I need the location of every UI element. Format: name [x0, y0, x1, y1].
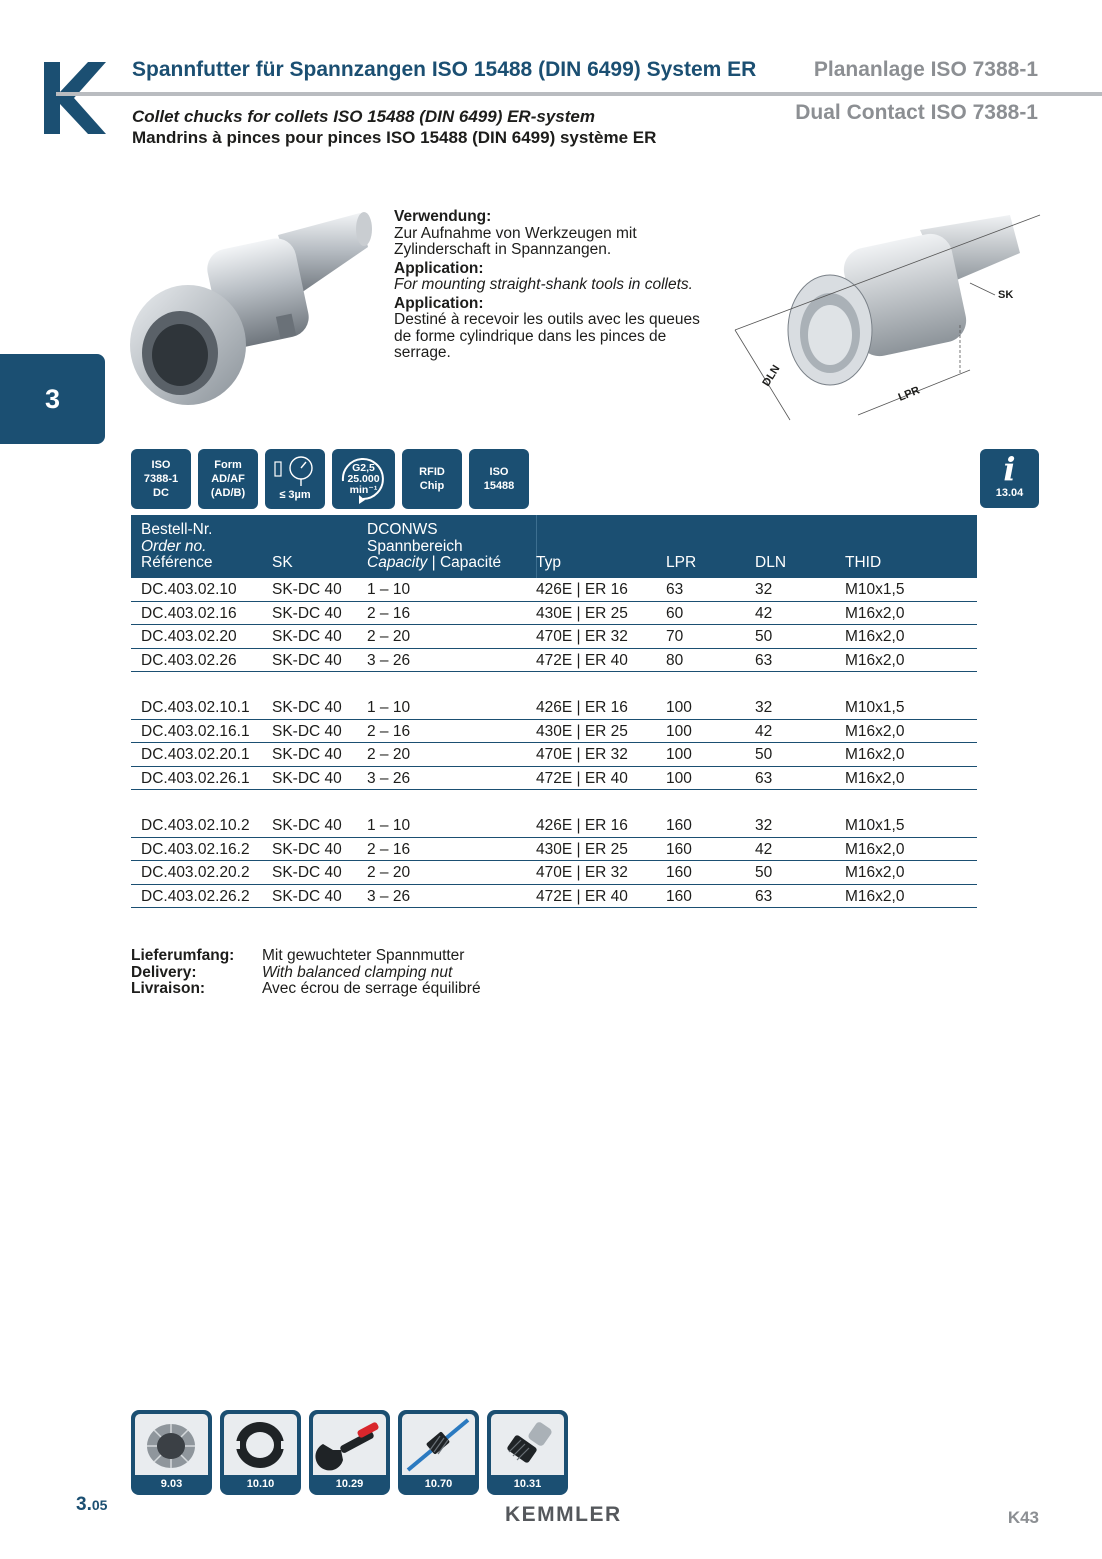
cell-lpr: 160 — [666, 840, 692, 858]
header-order-de: Bestell-Nr. — [141, 521, 213, 538]
cell-typ: 472E | ER 40 — [536, 769, 628, 787]
cell-lpr: 60 — [666, 604, 684, 622]
accessory-stop-screw[interactable] — [398, 1410, 479, 1495]
cell-sk: SK-DC 40 — [272, 698, 342, 716]
badge-runout[interactable] — [265, 449, 325, 509]
badge-balance-line3: min⁻¹ — [349, 483, 378, 496]
header-sk: SK — [272, 554, 293, 571]
dial-gauge-icon — [269, 456, 321, 488]
info-badge[interactable] — [980, 449, 1039, 508]
cell-dln: 42 — [755, 604, 773, 622]
badge-iso7388-line1: ISO — [151, 459, 171, 471]
cell-dln: 50 — [755, 864, 773, 882]
cell-thid: M10x1,5 — [845, 698, 905, 716]
cell-typ: 470E | ER 32 — [536, 628, 628, 646]
delivery-label-de: Lieferumfang: — [131, 947, 235, 964]
cell-thid: M16x2,0 — [845, 769, 905, 787]
cell-lpr: 70 — [666, 628, 684, 646]
accessory-pull-stud-ref: 10.31 — [513, 1478, 542, 1490]
cell-sk: SK-DC 40 — [272, 722, 342, 740]
usage-section — [394, 209, 714, 364]
cell-dln: 42 — [755, 840, 773, 858]
accessory-collet[interactable] — [131, 1410, 212, 1495]
badge-iso7388-line3: DC — [153, 487, 169, 499]
header-dln: DLN — [755, 554, 787, 571]
clamping-nut-icon — [224, 1414, 297, 1475]
kemmler-logo-icon — [44, 62, 106, 134]
cell-range: 1 – 10 — [367, 698, 411, 716]
feature-badges — [131, 449, 529, 509]
cell-lpr: 160 — [666, 887, 692, 905]
delivery-text-de: Mit gewuchteter Spannmutter — [262, 947, 465, 964]
badge-balance-line2: 25.000 — [347, 472, 380, 485]
cell-lpr: 80 — [666, 651, 684, 669]
accessory-collet-ref: 9.03 — [160, 1478, 183, 1490]
cell-typ: 470E | ER 32 — [536, 864, 628, 882]
badge-form-line1: Form — [214, 459, 242, 471]
usage-heading-en: Application: — [394, 259, 484, 277]
accessory-clamping-nut[interactable] — [220, 1410, 301, 1495]
badge-iso15488-line1: ISO — [489, 466, 509, 478]
cell-order: DC.403.02.26.2 — [141, 887, 250, 905]
header-capacity — [367, 522, 501, 572]
title-english: Collet chucks for collets ISO 15488 (DIN 6499) ER-system — [132, 107, 595, 126]
table-row — [131, 649, 977, 673]
badge-form[interactable] — [198, 449, 258, 509]
product-photo — [128, 205, 383, 410]
badge-iso15488-line2: 15488 — [483, 480, 515, 492]
cell-dln: 32 — [755, 698, 773, 716]
cell-typ: 472E | ER 40 — [536, 887, 628, 905]
header-thid: THID — [845, 554, 882, 571]
cell-order: DC.403.02.10.1 — [141, 698, 250, 716]
accessory-wrench[interactable] — [309, 1410, 390, 1495]
page-number — [76, 1494, 107, 1516]
cell-order: DC.403.02.10 — [141, 581, 237, 598]
cell-sk: SK-DC 40 — [272, 581, 342, 598]
cell-sk: SK-DC 40 — [272, 840, 342, 858]
cell-thid: M16x2,0 — [845, 722, 905, 740]
header-capacity-fr: Capacité — [439, 554, 502, 571]
table-row — [131, 625, 977, 649]
cell-range: 2 – 20 — [367, 864, 411, 882]
cell-typ: 426E | ER 16 — [536, 581, 628, 598]
badge-form-line2: AD/AF — [211, 473, 245, 485]
cell-lpr: 100 — [666, 722, 692, 740]
cell-typ: 426E | ER 16 — [536, 816, 628, 834]
product-table-body — [131, 578, 977, 908]
info-icon: i — [1003, 450, 1016, 488]
cell-range: 2 – 16 — [367, 840, 411, 858]
header-rule — [56, 92, 1102, 96]
badge-balance-line1: G2,5 — [352, 461, 375, 474]
table-row — [131, 861, 977, 885]
badge-iso15488[interactable] — [469, 449, 529, 509]
cell-dln: 32 — [755, 816, 773, 834]
cell-dln: 63 — [755, 651, 773, 669]
cell-order: DC.403.02.26.1 — [141, 769, 250, 787]
usage-heading-fr: Application: — [394, 294, 484, 312]
header-order-en: Order no. — [141, 537, 207, 555]
drawing-label-lpr: LPR — [896, 384, 922, 404]
page-number-sub: 05 — [91, 1497, 108, 1513]
wrench-icon — [313, 1414, 386, 1475]
table-row — [131, 578, 977, 602]
cell-order: DC.403.02.16 — [141, 604, 237, 622]
badge-rfid-line1: RFID — [419, 466, 445, 478]
accessory-clamping-nut-ref: 10.10 — [246, 1478, 275, 1490]
title-right-english: Dual Contact ISO 7388-1 — [795, 101, 1038, 124]
page-code: K43 — [1007, 1508, 1039, 1527]
badge-balance[interactable] — [332, 449, 395, 509]
title-french: Mandrins à pinces pour pinces ISO 15488 (DIN 6499) système ER — [132, 128, 657, 147]
drawing-label-dln: DLN — [760, 363, 783, 389]
badge-form-line3: (AD/B) — [210, 487, 246, 499]
pull-stud-icon — [491, 1414, 564, 1475]
cell-typ: 430E | ER 25 — [536, 840, 628, 858]
cell-range: 3 – 26 — [367, 651, 411, 669]
header-order — [141, 522, 213, 572]
cell-sk: SK-DC 40 — [272, 864, 342, 882]
header-dconws: DCONWS — [367, 521, 438, 538]
cell-lpr: 100 — [666, 769, 692, 787]
delivery-text-fr: Avec écrou de serrage équilibré — [262, 980, 481, 997]
cell-dln: 50 — [755, 628, 773, 646]
cell-thid: M16x2,0 — [845, 604, 905, 622]
usage-heading-de: Verwendung: — [394, 208, 492, 225]
cell-dln: 32 — [755, 581, 773, 598]
table-row — [131, 720, 977, 744]
cell-range: 1 – 10 — [367, 816, 411, 834]
cell-dln: 63 — [755, 769, 773, 787]
header-capacity-sep: | — [427, 554, 440, 571]
technical-drawing — [730, 205, 1050, 430]
accessory-pull-stud[interactable] — [487, 1410, 568, 1495]
cell-sk: SK-DC 40 — [272, 887, 342, 905]
badge-iso7388-line2: 7388-1 — [143, 473, 179, 485]
cell-range: 2 – 16 — [367, 604, 411, 622]
table-row — [131, 743, 977, 767]
cell-dln: 63 — [755, 887, 773, 905]
header-lpr: LPR — [666, 554, 697, 571]
cell-range: 3 – 26 — [367, 887, 411, 905]
cell-thid: M16x2,0 — [845, 864, 905, 882]
cell-dln: 50 — [755, 746, 773, 764]
accessory-stop-screw-ref: 10.70 — [424, 1478, 453, 1490]
cell-lpr: 160 — [666, 864, 692, 882]
table-row — [131, 814, 977, 838]
cell-lpr: 160 — [666, 816, 692, 834]
delivery-text-en: With balanced clamping nut — [262, 963, 453, 981]
accessory-wrench-ref: 10.29 — [335, 1478, 364, 1490]
cell-order: DC.403.02.26 — [141, 651, 237, 669]
cell-typ: 430E | ER 25 — [536, 722, 628, 740]
cell-dln: 42 — [755, 722, 773, 740]
usage-text-fr: Destiné à recevoir les outils avec les queues de forme cylindrique dans les pinces de serrage. — [394, 311, 700, 361]
cell-range: 2 – 16 — [367, 722, 411, 740]
table-row — [131, 838, 977, 862]
cell-thid: M10x1,5 — [845, 816, 905, 834]
cell-sk: SK-DC 40 — [272, 746, 342, 764]
cell-range: 2 – 20 — [367, 628, 411, 646]
table-row — [131, 885, 977, 909]
usage-text-de: Zur Aufnahme von Werkzeugen mit Zylinderschaft in Spannzangen. — [394, 224, 637, 258]
cell-sk: SK-DC 40 — [272, 604, 342, 622]
table-header — [131, 515, 977, 578]
badge-rfid-line2: Chip — [419, 480, 445, 492]
cell-sk: SK-DC 40 — [272, 816, 342, 834]
table-row — [131, 696, 977, 720]
cell-typ: 426E | ER 16 — [536, 698, 628, 716]
cell-order: DC.403.02.20.1 — [141, 746, 250, 764]
cell-thid: M16x2,0 — [845, 628, 905, 646]
cell-lpr: 100 — [666, 746, 692, 764]
page-number-main: 3. — [76, 1494, 92, 1515]
cell-order: DC.403.02.20.2 — [141, 864, 250, 882]
cell-lpr: 100 — [666, 698, 692, 716]
delivery-label-fr: Livraison: — [131, 980, 206, 997]
info-ref: 13.04 — [995, 487, 1024, 499]
cell-range: 3 – 26 — [367, 769, 411, 787]
cell-sk: SK-DC 40 — [272, 651, 342, 669]
header-typ: Typ — [536, 554, 561, 571]
cell-sk: SK-DC 40 — [272, 628, 342, 646]
table-row — [131, 767, 977, 791]
delivery-label-en: Delivery: — [131, 963, 197, 981]
cell-range: 1 – 10 — [367, 581, 411, 598]
header-capacity-en: Capacity — [367, 554, 428, 571]
table-row — [131, 602, 977, 626]
badge-iso7388[interactable] — [131, 449, 191, 509]
cell-order: DC.403.02.16.1 — [141, 722, 250, 740]
cell-sk: SK-DC 40 — [272, 769, 342, 787]
cell-order: DC.403.02.10.2 — [141, 816, 250, 834]
badge-rfid[interactable] — [402, 449, 462, 509]
usage-text-en: For mounting straight-shank tools in collets. — [394, 276, 693, 293]
cell-order: DC.403.02.16.2 — [141, 840, 250, 858]
cell-order: DC.403.02.20 — [141, 628, 237, 646]
title-right-german: Plananlage ISO 7388-1 — [813, 58, 1038, 81]
badge-runout-label: ≤ 3µm — [279, 489, 311, 501]
drawing-label-sk: SK — [998, 289, 1014, 301]
title-german: Spannfutter für Spannzangen ISO 15488 (DIN 6499) System ER — [132, 58, 757, 81]
header-capacity-de: Spannbereich — [367, 537, 463, 555]
cell-typ: 430E | ER 25 — [536, 604, 628, 622]
cell-thid: M16x2,0 — [845, 651, 905, 669]
cell-typ: 470E | ER 32 — [536, 746, 628, 764]
cell-typ: 472E | ER 40 — [536, 651, 628, 669]
cell-thid: M16x2,0 — [845, 840, 905, 858]
collet-icon — [135, 1414, 208, 1475]
cell-lpr: 63 — [666, 581, 684, 598]
cell-thid: M10x1,5 — [845, 581, 905, 598]
cell-thid: M16x2,0 — [845, 887, 905, 905]
section-tab[interactable]: 3 — [0, 354, 105, 444]
header-order-fr: Référence — [141, 554, 213, 571]
accessories — [131, 1410, 568, 1495]
stop-screw-icon — [402, 1414, 475, 1475]
brand-name: KEMMLER — [505, 1503, 622, 1526]
cell-range: 2 – 20 — [367, 746, 411, 764]
cell-thid: M16x2,0 — [845, 746, 905, 764]
